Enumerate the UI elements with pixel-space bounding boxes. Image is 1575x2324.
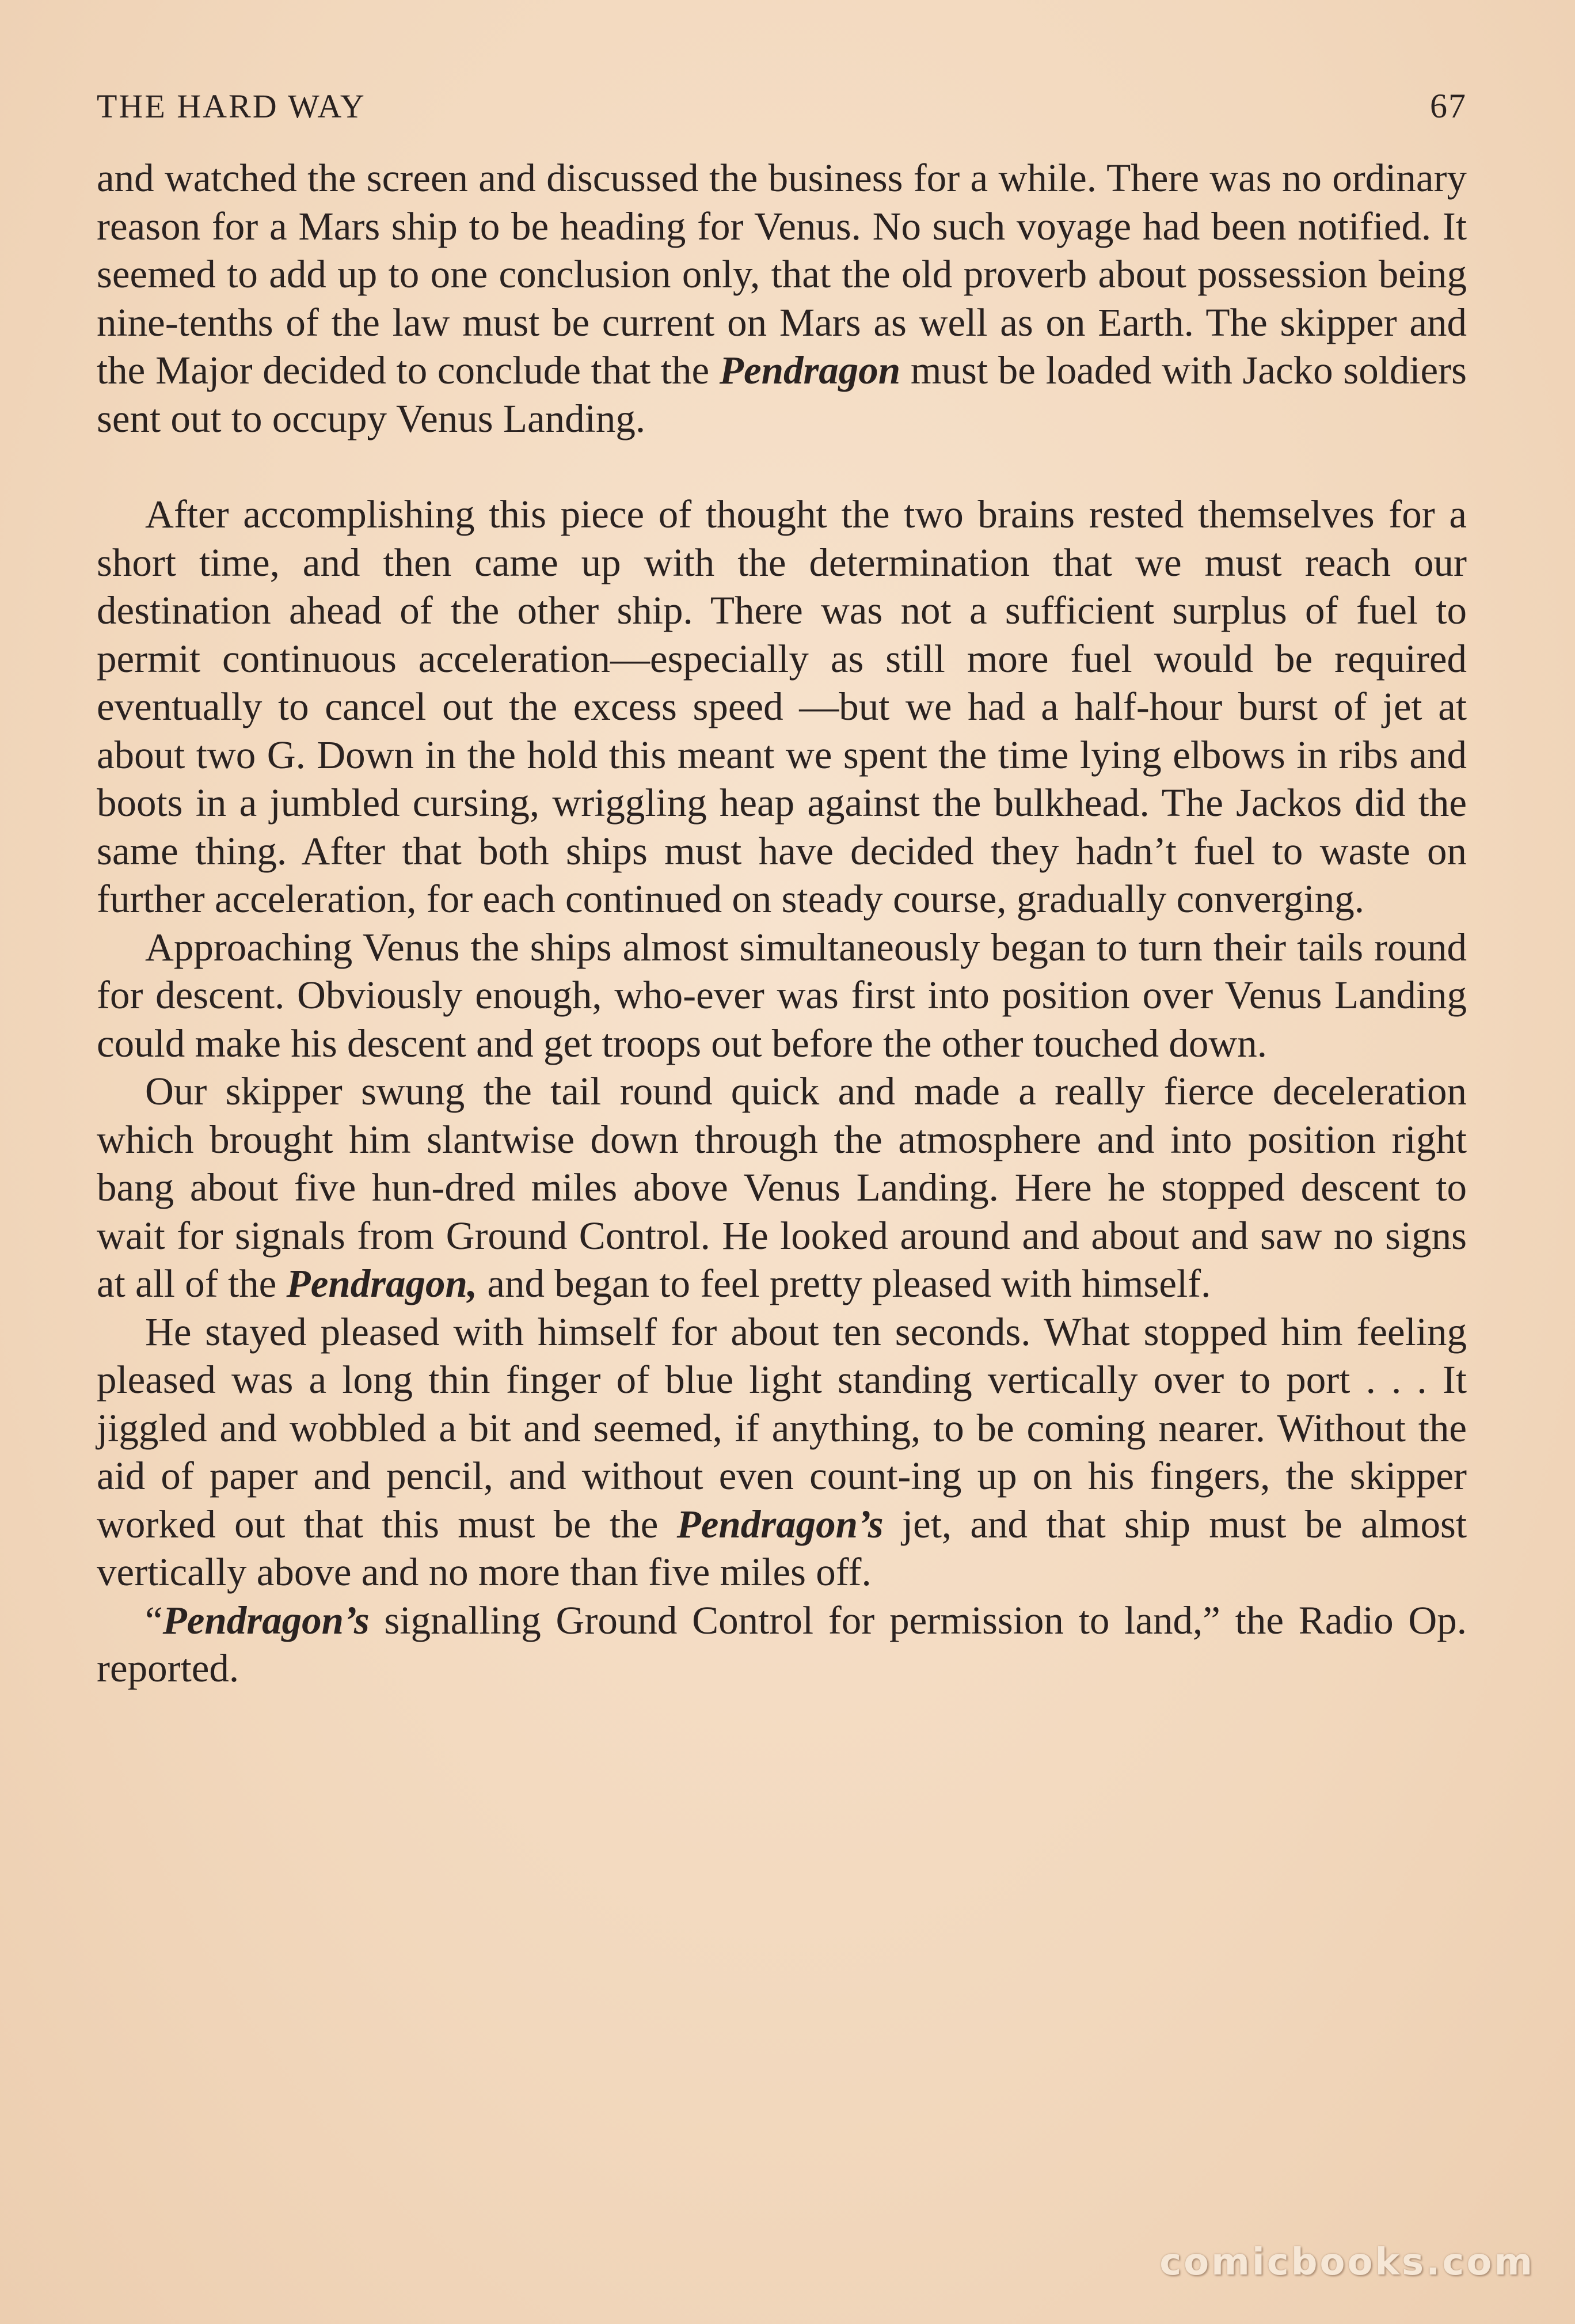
body-text [97,154,1467,1693]
text-run: “ [145,1598,163,1642]
text-run: After accomplishing this piece of thought the two brains rested themselves for a short time, and then came up with the determination that we must reach our destination ahead of the other ship. There was not a sufficient surplus of fuel to permit continuous acceleration—especially as still more fuel would be required eventually to cancel out the excess speed —but we had a half-hour burst of jet at about two G. Down in the hold this meant we spent the time lying elbows in ribs and boots in a jumbled cursing, wriggling heap against the bulkhead. The Jackos did the same thing. After that both ships must have decided they hadn’t fuel to waste on further acceleration, for each continued on steady course, gradually converging. [97,492,1467,921]
book-page [97,86,1467,1693]
text-run: Our skipper swung the tail round quick and made a really fierce deceleration which brought him slantwise down through the atmosphere and into position right bang about five hun-dred miles above Venus Landing. Here he stopped descent to wait for signals from Ground Control. He looked around and about and saw no signs at all of the [97,1069,1467,1305]
page-number: 67 [1430,87,1467,125]
text-run: jet, and that ship must be almost vertically above and no more than five miles off. [97,1502,1467,1594]
running-head [97,86,1467,132]
text-run: and watched the screen and discussed the business for a while. There was no ordinary reason for a Mars ship to be heading for Venus. No such voyage had been notified. It seemed to add up to one conclusion only, that the old proverb about possession being nine-tenths of the law must be current on Mars as well as on Earth. The skipper and the Major decided to conclude that the [97,156,1467,392]
ship-name: Pendragon’s [676,1502,884,1546]
text-run: and began to feel pretty pleased with himself. [477,1262,1211,1305]
watermark: comicbooks.com [1159,2241,1535,2284]
text-run: He stayed pleased with himself for about ten seconds. What stopped him feeling pleased was a long thin finger of blue light standing vertically over to port . . . It jiggled and wobbled a bit and seemed, if anything, to be coming nearer. Without the aid of paper and pencil, and without even count-ing up on his fingers, the skipper worked out that this must be the [97,1309,1467,1546]
paragraph [97,1068,1467,1308]
paragraph [97,1308,1467,1597]
text-run: Approaching Venus the ships almost simultaneously began to turn their tails round for descent. Obviously enough, who-ever was first into position over Venus Landing could make his descent and get troops out before the other touched down. [97,925,1467,1065]
ship-name: Pendragon’s [162,1598,370,1642]
paragraph [97,1597,1467,1693]
paragraph [97,154,1467,443]
text-run: signalling Ground Control for permission to land,” the Radio Op. reported. [97,1598,1467,1690]
ship-name: Pendragon, [286,1262,478,1305]
paragraph [97,924,1467,1068]
paragraph [97,491,1467,924]
ship-name: Pendragon [719,348,901,392]
text-run: must be loaded with Jacko soldiers sent out to occupy Venus Landing. [97,348,1467,441]
running-title: THE HARD WAY [97,88,366,125]
